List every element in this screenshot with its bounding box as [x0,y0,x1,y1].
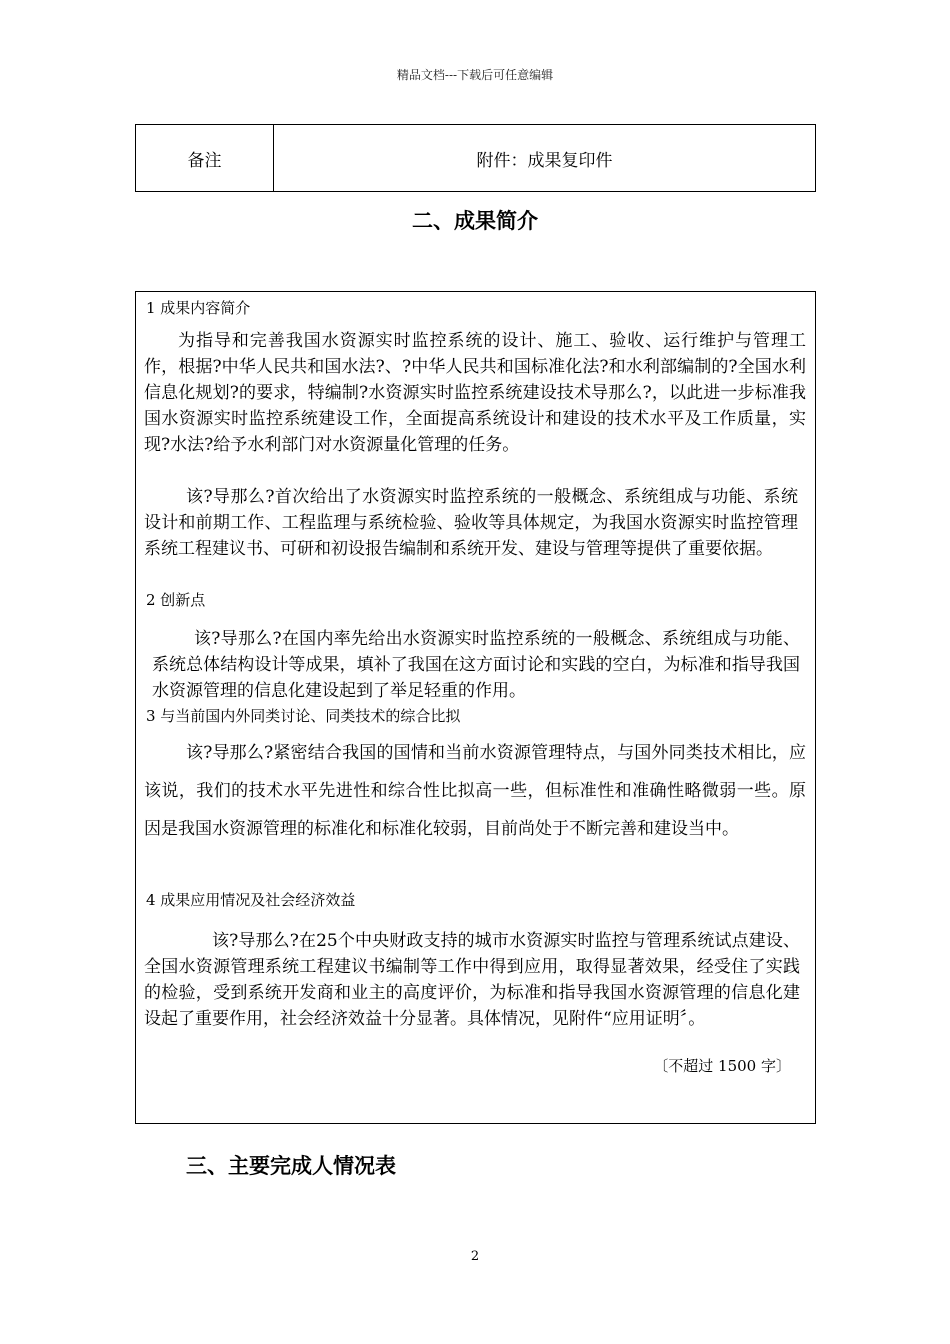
page-header: 精品文档---下载后可任意编辑 [396,68,554,82]
paragraph-comparison: 该?导那么?紧密结合我国的国情和当前水资源管理特点，与国外同类技术相比，应该说，我们的技术水平先进性和综合性比拟高一些，但标准性和准确性略微弱一些。原因是我国水资源管理的标准化和标准化较弱，目前尚处于不断完善和建设当中。 [144,743,806,839]
remarks-value: 附件：成果复印件 [476,150,613,171]
section-title-achievement-summary: 二、成果简介 [412,209,538,233]
subheading-innovation: 2 创新点 [146,591,206,609]
achievement-summary-box [135,291,816,1124]
section-title-main-contributors: 三、主要完成人情况表 [186,1154,396,1178]
page-number: 2 [470,1249,480,1264]
paragraph-content-summary-2: 该?导那么?首次给出了水资源实时监控系统的一般概念、系统组成与功能、系统设计和前期工作、工程监理与系统检验、验收等具体规定，为我国水资源实时监控管理系统工程建议书、可研和初设报告编制和系统开发、建设与管理等提供了重要依据。 [144,487,798,559]
subheading-content-summary: 1 成果内容简介 [146,299,251,317]
subheading-application-benefits: 4 成果应用情况及社会经济效益 [146,891,356,909]
word-limit-note: 〔不超过 1500 字〕 [653,1057,791,1075]
subheading-comparison: 3 与当前国内外同类讨论、同类技术的综合比拟 [146,707,461,725]
paragraph-application-benefits: 该?导那么?在25个中央财政支持的城市水资源实时监控与管理系统试点建设、全国水资源管理系统工程建议书编制等工作中得到应用，取得显著效果，经受住了实践的检验，受到系统开发商和业主的高度评价，为标准和指导我国水资源管理的信息化建设起了重要作用，社会经济效益十分显著。具体情况，见附件“应用证明〞。 [144,931,800,1029]
remarks-label: 备注 [136,125,274,191]
paragraph-innovation: 该?导那么?在国内率先给出水资源实时监控系统的一般概念、系统组成与功能、系统总体结构设计等成果，填补了我国在这方面讨论和实践的空白，为标准和指导我国水资源管理的信息化建设起到了举足轻重的作用。 [152,629,800,701]
remarks-table [135,124,816,192]
paragraph-content-summary-1: 为指导和完善我国水资源实时监控系统的设计、施工、验收、运行维护与管理工作，根据?中华人民共和国水法?、?中华人民共和国标准化法?和水利部编制的?全国水利信息化规划?的要求，特编制?水资源实时监控系统建设技术导那么?，以此进一步标准我国水资源实时监控系统建设工作，全面提高系统设计和建设的技术水平及工作质量，实现?水法?给予水利部门对水资源量化管理的任务。 [144,331,806,455]
